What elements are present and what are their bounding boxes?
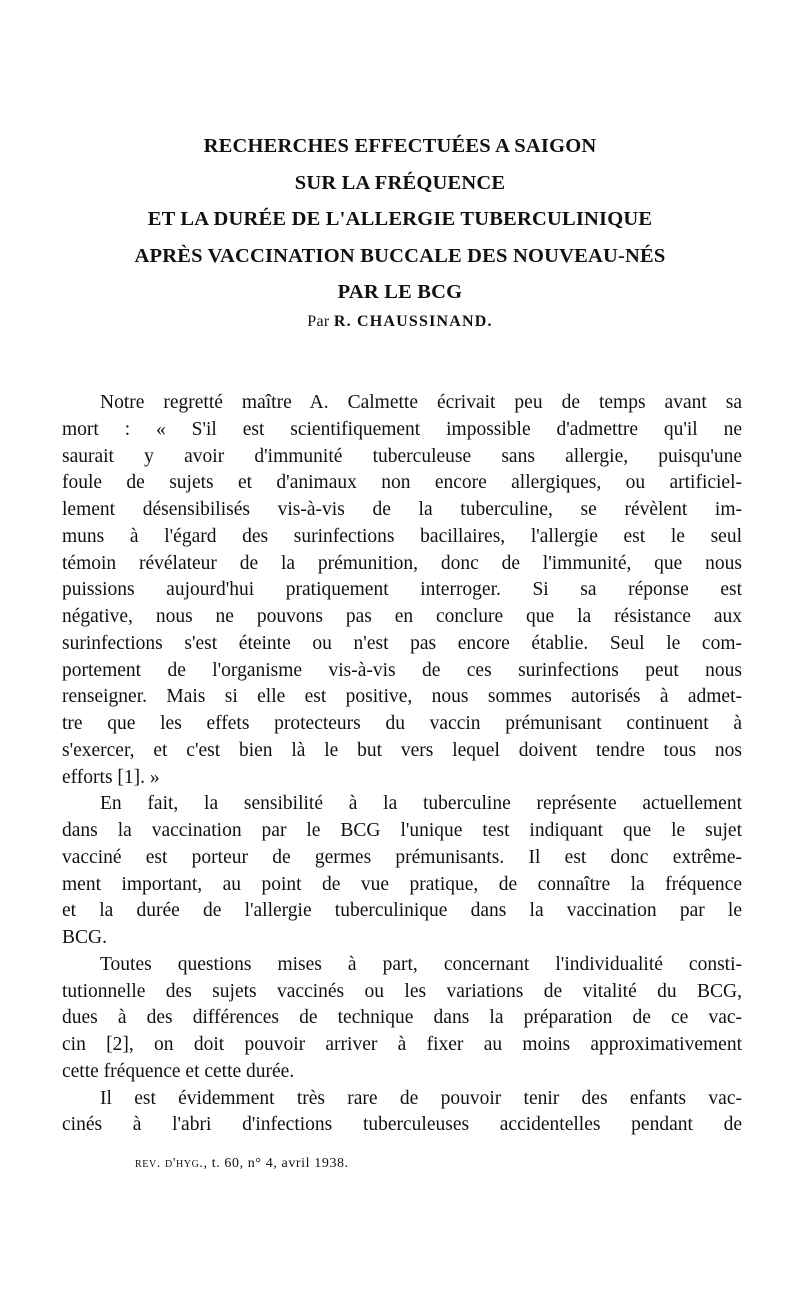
text-line: Il est évidemment très rare de pouvoir tenir des enfants vac-	[100, 1087, 742, 1109]
text-line: Notre regretté maître A. Calmette écrivait peu de temps avant sa	[100, 392, 742, 413]
text-line: efforts [1]. »	[62, 766, 160, 788]
author-prefix: Par	[307, 313, 330, 330]
body-text	[62, 390, 742, 1139]
author-byline	[60, 313, 740, 331]
author-name: R. CHAUSSINAND.	[333, 313, 493, 330]
text-line: saurait y avoir d'immunité tuberculeuse sans allergie, puisqu'une	[62, 445, 742, 467]
text-line: lement désensibilisés vis-à-vis de la tuberculine, se révèlent im-	[62, 499, 742, 520]
text-line: mort : « S'il est scientifiquement impossible d'admettre qu'il ne	[62, 418, 742, 440]
text-line: s'exercer, et c'est bien là le but vers lequel doivent tendre tous nos	[62, 739, 742, 761]
text-line: vacciné est porteur de germes prémunisants. Il est donc extrême-	[62, 846, 742, 868]
text-line: foule de sujets et d'animaux non encore allergiques, ou artificiel-	[62, 472, 742, 494]
text-line: dans la vaccination par le BCG l'unique test indiquant que le sujet	[62, 820, 742, 841]
text-line: et la durée de l'allergie tuberculinique dans la vaccination par le	[62, 900, 742, 922]
journal-name: rev. d'hyg.	[135, 1156, 204, 1171]
text-line: témoin révélateur de la prémunition, donc de l'immunité, que nous	[62, 552, 742, 574]
text-line: surinfections s'est éteinte ou n'est pas encore établie. Seul le com-	[62, 632, 742, 654]
journal-footer	[135, 1156, 349, 1172]
text-line: En fait, la sensibilité à la tuberculine représente actuellement	[100, 793, 742, 815]
title-line: PAR LE BCG	[337, 281, 463, 303]
journal-details: , t. 60, n° 4, avril 1938.	[203, 1156, 349, 1171]
text-line: cin [2], on doit pouvoir arriver à fixer au moins approximativement	[62, 1034, 742, 1055]
text-line: Toutes questions mises à part, concernant l'individualité consti-	[100, 953, 742, 975]
text-line: négative, nous ne pouvons pas en conclure que la résistance aux	[62, 606, 742, 627]
text-line: muns à l'égard des surinfections bacillaires, l'allergie est le seul	[62, 525, 742, 547]
text-line: ment important, au point de vue pratique, de connaître la fréquence	[62, 873, 742, 895]
text-line: BCG.	[62, 927, 107, 948]
text-line: portement de l'organisme vis-à-vis de ces surinfections peut nous	[62, 659, 742, 681]
title-line: SUR LA FRÉQUENCE	[294, 171, 506, 194]
title-line: ET LA DURÉE DE L'ALLERGIE TUBERCULINIQUE	[147, 208, 653, 230]
title-line: APRÈS VACCINATION BUCCALE DES NOUVEAU-NÉS	[134, 244, 666, 267]
text-line: puissions aujourd'hui pratiquement interroger. Si sa réponse est	[62, 579, 742, 601]
title-line: RECHERCHES EFFECTUÉES A SAIGON	[203, 135, 597, 157]
text-line: renseigner. Mais si elle est positive, nous sommes autorisés à admet-	[62, 686, 742, 708]
text-line: tutionnelle des sujets vaccinés ou les variations de vitalité du BCG,	[62, 980, 742, 1002]
text-line: tre que les effets protecteurs du vaccin prémunisant continuent à	[62, 713, 742, 734]
text-line: cette fréquence et cette durée.	[62, 1060, 295, 1082]
text-line: dues à des différences de technique dans la préparation de ce vac-	[62, 1007, 742, 1029]
article-title	[60, 128, 740, 311]
text-line: cinés à l'abri d'infections tuberculeuses accidentelles pendant de	[62, 1114, 742, 1136]
